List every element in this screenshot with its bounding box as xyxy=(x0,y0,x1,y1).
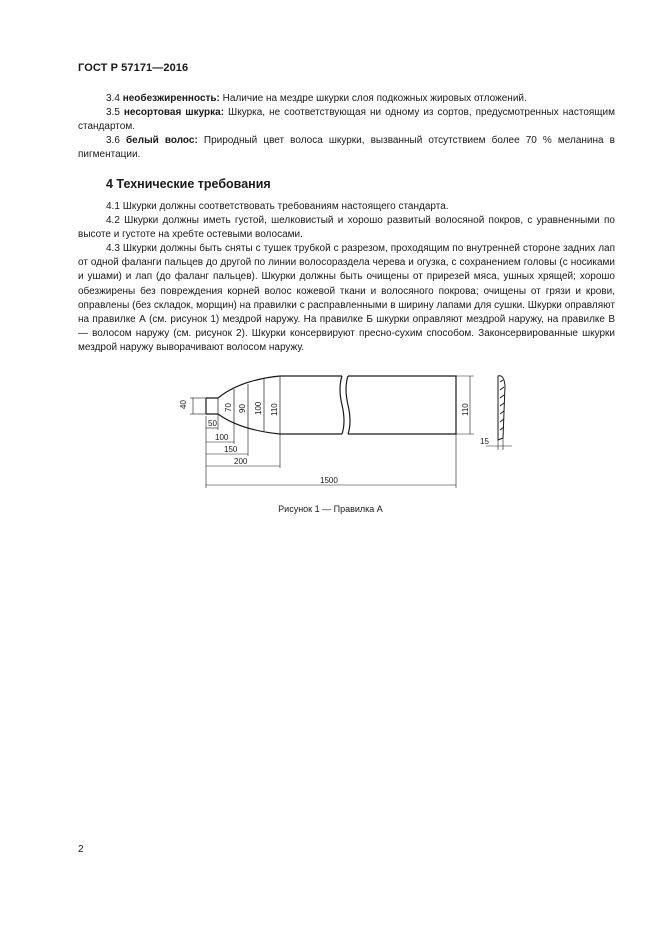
dim-110-right: 110 xyxy=(461,403,470,416)
requirement-4-1: 4.1 Шкурки должны соответствовать требованиям настоящего стандарта. xyxy=(106,201,449,212)
dim-100-vertical: 100 xyxy=(254,401,263,415)
definitions-block xyxy=(78,92,615,162)
requirements-block xyxy=(78,200,615,355)
dim-70: 70 xyxy=(224,403,233,412)
dim-15: 15 xyxy=(480,437,489,446)
figure-caption: Рисунок 1 — Правилка А xyxy=(278,504,383,514)
dim-1500: 1500 xyxy=(320,476,338,485)
requirement-4-2: 4.2 Шкурки должны иметь густой, шелковистый и хорошо развитый волосяной покров, с уравненными по высоте и густоте на хребте остевыми волосами. xyxy=(78,215,615,241)
section-title: 4 Технические требования xyxy=(106,177,271,191)
dim-100-horizontal: 100 xyxy=(215,433,229,442)
dim-200: 200 xyxy=(234,457,248,466)
dim-150: 150 xyxy=(224,445,238,454)
dim-40: 40 xyxy=(179,400,188,409)
requirement-4-3: 4.3 Шкурки должны быть сняты с тушек трубкой с разрезом, проходящим по внутренней стороне задних лап от одной фаланги пальцев до другой по линии волосораздела черева и огузка, с сохранением головы (с носиками и ушами) и лап (до фаланг пальцев). Шкурки должны быть очищены от прирезей мяса, ушных хрящей; хорошо обезжирены без повреждения корней волос кожевой ткани и волосяного покрова; очищены от грязи и крови, оправлены (без складок, морщин) на правилки с расправленными в ширину лапами для сушки. Шкурки оправляют на правилке А (см. рисунок 1) мездрой наружу. На правилке Б шкурки оправляют мездрой наружу, на правилке В — волосом наружу (см. рисунок 2). Шкурки консервируют пресно-сухим способом. Законсервированные шкурки мездрой наружу выворачивают волосом наружу. xyxy=(78,243,616,353)
dim-90: 90 xyxy=(238,404,247,413)
document-header: ГОСТ Р 57171—2016 xyxy=(78,62,189,74)
page-number: 2 xyxy=(78,844,84,855)
dim-50: 50 xyxy=(208,419,217,428)
definition-3-4: 3.4 необезжиренность: Наличие на мездре шкурки слоя подкожных жировых отложений. xyxy=(106,93,527,104)
pravilka-drawing xyxy=(170,368,530,496)
figure-pravilka-a xyxy=(170,368,530,496)
definition-3-6: 3.6 белый волос: Природный цвет волоса шкурки, вызванный отсутствием более 70 % меланина в пигментации. xyxy=(78,135,615,161)
definition-3-5: 3.5 несортовая шкурка: Шкурка, не соответствующая ни одному из сортов, предусмотренных настоящим стандартом. xyxy=(78,107,615,133)
dim-110-left: 110 xyxy=(270,403,279,416)
